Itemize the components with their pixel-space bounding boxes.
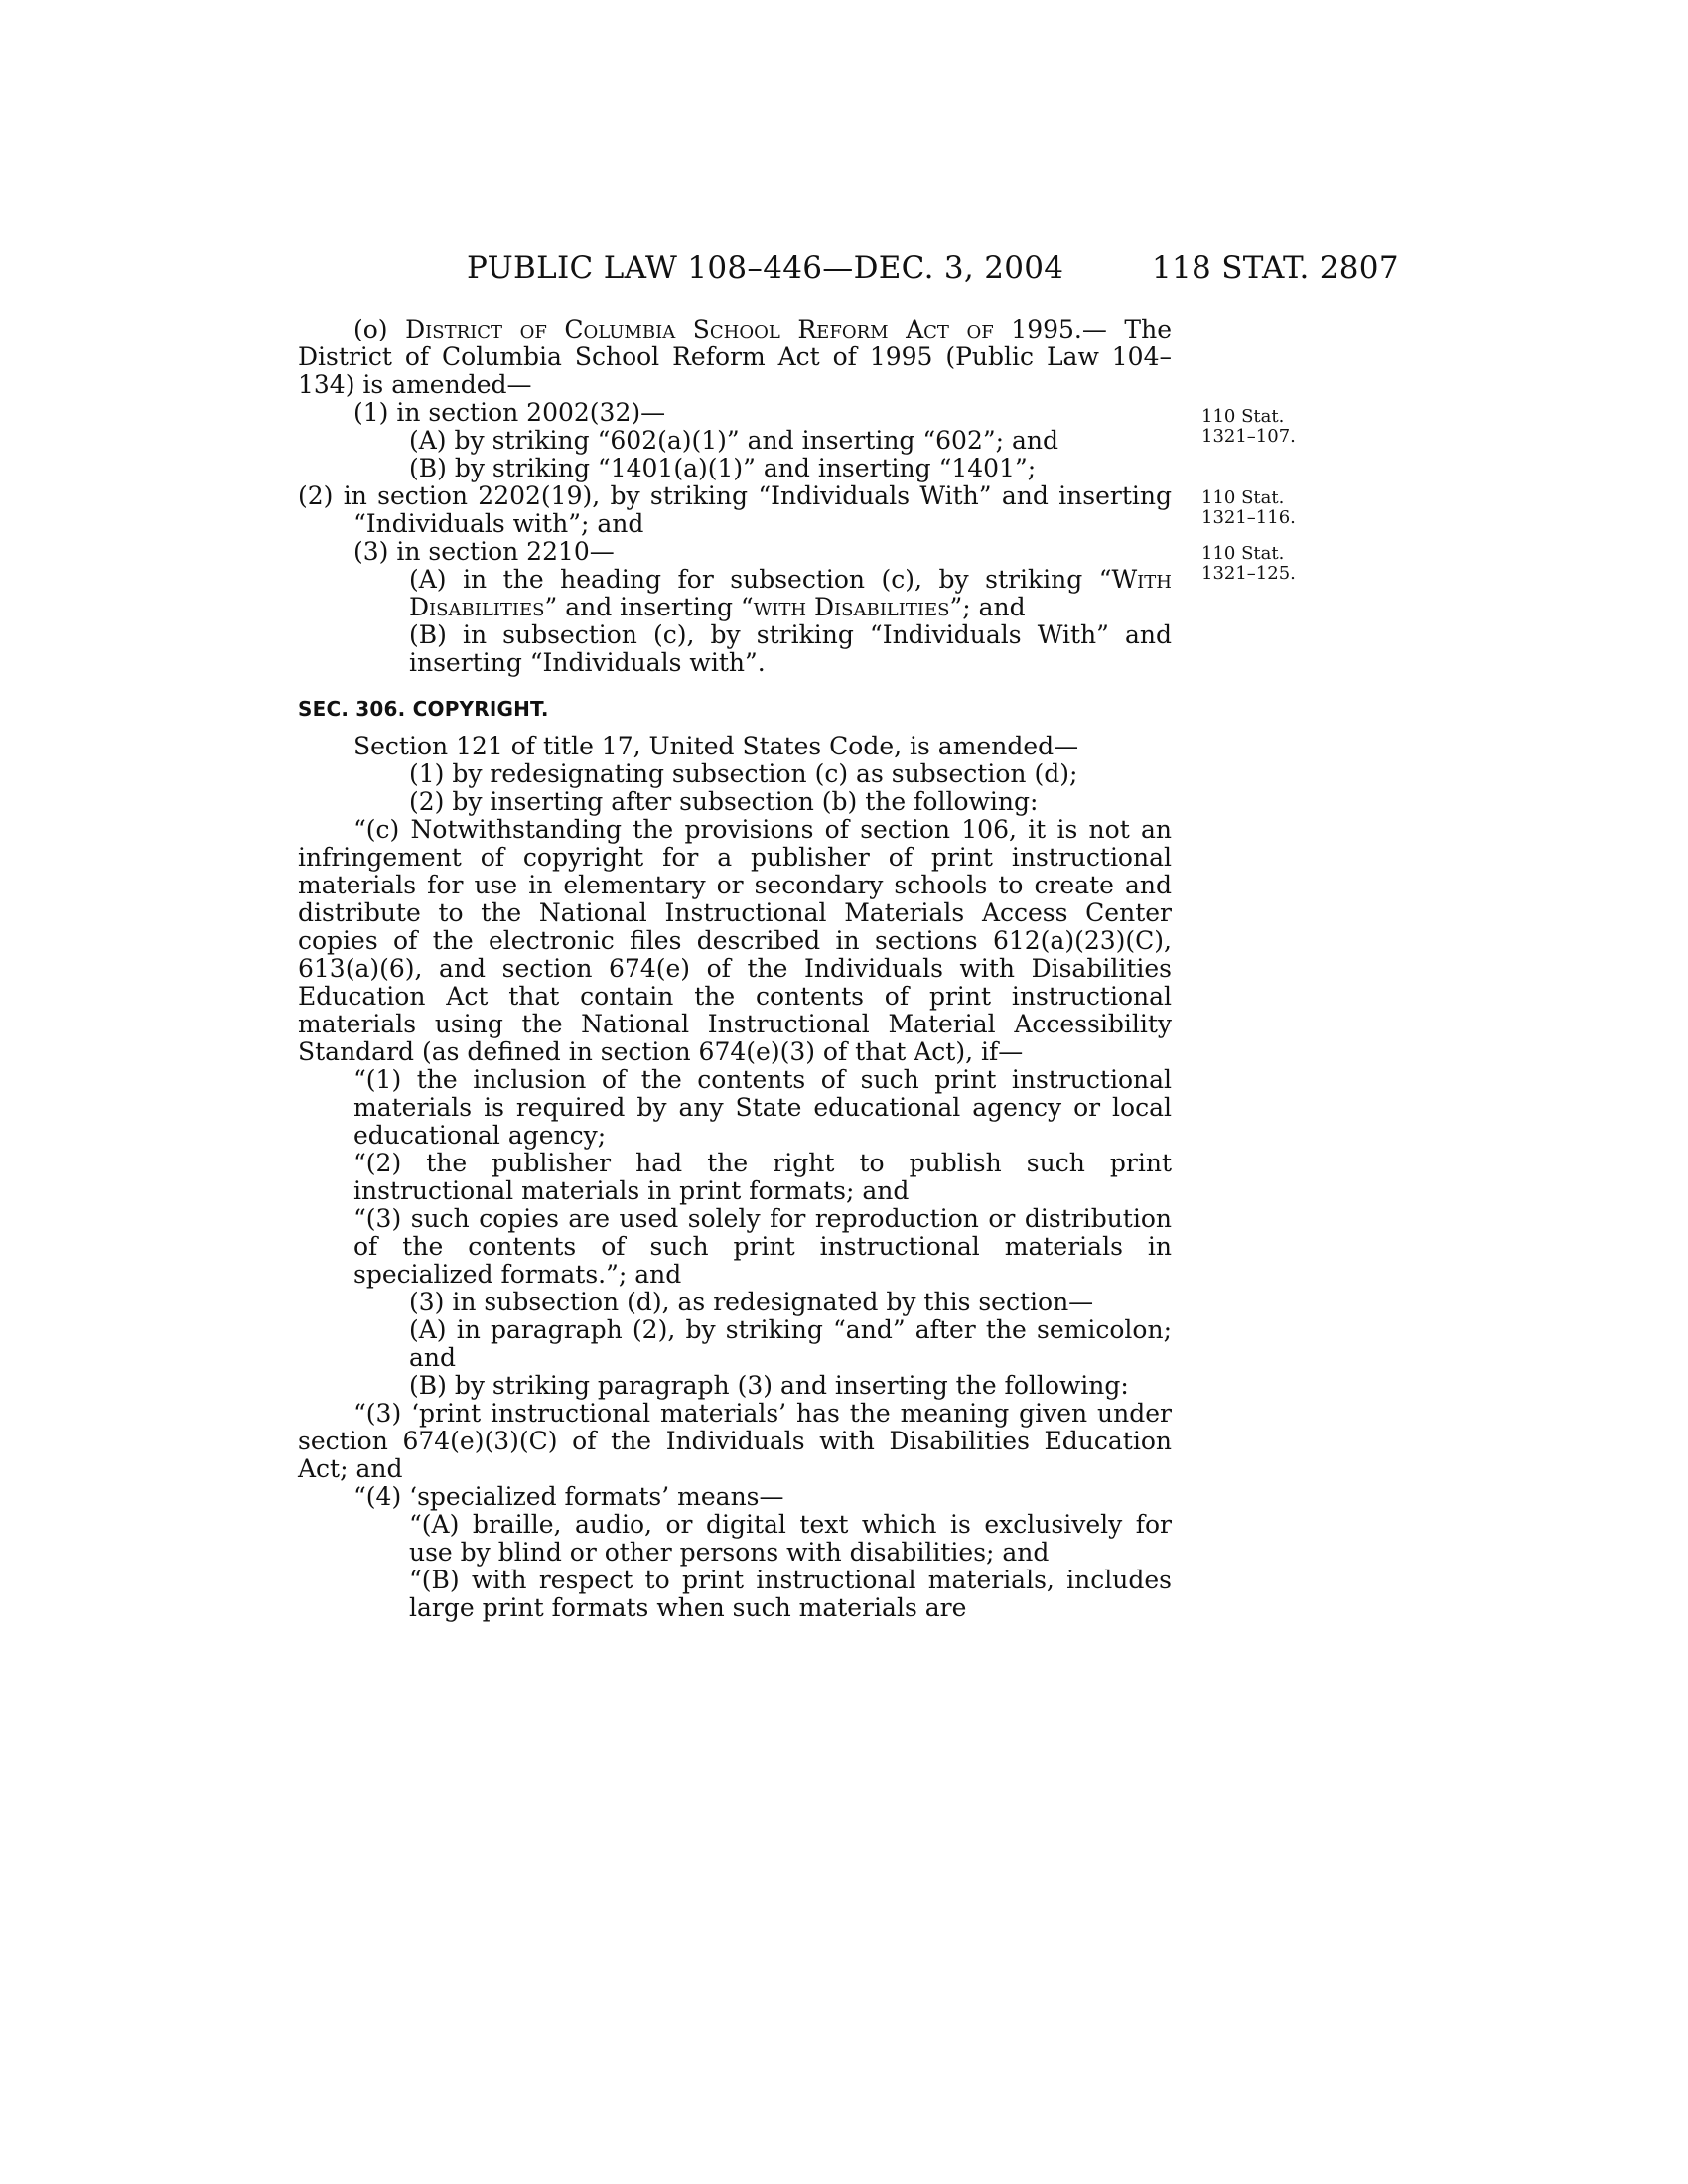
document-body [298,316,1172,1622]
sec306-item3B: (B) by striking paragraph (3) and inserting the following: [409,1371,1129,1400]
sec306-quote-1: “(1) the inclusion of the contents of such print instructional materials is required by any State educational agency or local educational agency; [353,1065,1172,1150]
subsection-o-item1A: (A) by striking “602(a)(1)” and inserting “602”; and [409,426,1059,455]
sec306-item1: (1) by redesignating subsection (c) as subsection (d); [409,759,1078,788]
item3A-text-3: ”; and [949,593,1026,621]
sec306-item2: (2) by inserting after subsection (b) the following: [409,787,1039,816]
subsection-o-item1B: (B) by striking “1401(a)(1)” and inserting “1401”; [409,454,1037,482]
subsection-o-item2: (2) in section 2202(19), by striking “Individuals With” and inserting “Individuals with”; and [298,481,1172,538]
margin-note-3 [1201,544,1296,584]
margin-note-1-line1: 110 Stat. [1201,406,1285,427]
sec306-quote-3: “(3) such copies are used solely for reproduction or distribution of the contents of such print instructional materials in specialized formats.”; and [353,1204,1172,1289]
subsection-o-item3: (3) in section 2210— [353,537,615,566]
margin-note-2-line1: 110 Stat. [1201,487,1285,508]
sec306-def4A: “(A) braille, audio, or digital text which is exclusively for use by blind or other persons with disabilities; and [409,1510,1172,1567]
subsection-o-heading-line [298,316,1172,399]
item3A-smallcaps-1: With Disabilities [409,565,1172,621]
running-head-page: 118 STAT. 2807 [1152,250,1399,286]
margin-note-3-line1: 110 Stat. [1201,543,1285,564]
item3A-text-2: ” and inserting “ [544,593,754,621]
subsection-o-item1: (1) in section 2002(32)— [353,398,666,427]
sec306-def4B: “(B) with respect to print instructional materials, includes large print formats when such materials are [409,1566,1172,1622]
section-306-heading: SEC. 306. COPYRIGHT. [298,697,549,721]
sec306-item3: (3) in subsection (d), as redesignated by this section— [409,1288,1094,1316]
sec306-def3: “(3) ‘print instructional materials’ has the meaning given under section 674(e)(3)(C) of the Individuals with Disabilities Education Act; and [298,1399,1172,1483]
margin-note-3-line2: 1321–125. [1201,563,1296,584]
sec306-quote-2: “(2) the publisher had the right to publish such print instructional materials in print formats; and [353,1149,1172,1205]
item3A-smallcaps-2: with Disabilities [753,593,950,621]
margin-note-2-line2: 1321–116. [1201,507,1296,528]
sec306-quote-c: “(c) Notwithstanding the provisions of section 106, it is not an infringement of copyright for a publisher of print instructional materials for use in elementary or secondary schools to create and distribute to the National Instructional Materials Access Center copies of the electronic files described in sections 612(a)(23)(C), 613(a)(6), and section 674(e) of the Individuals with Disabilities Education Act that contain the contents of print instructional materials using the National Instructional Material Accessibility Standard (as defined in section 674(e)(3) of that Act), if— [298,815,1172,1066]
item3A-text-1: (A) in the heading for subsection (c), by striking “ [409,565,1112,594]
sec306-def4: “(4) ‘specialized formats’ means— [353,1482,784,1511]
subsection-o-intro: The District of Columbia School Reform Act of 1995 (Public Law 104–134) is amended— [298,315,1172,399]
sec306-item3A: (A) in paragraph (2), by striking “and” after the semicolon; and [409,1315,1172,1372]
margin-note-2 [1201,488,1296,528]
subsection-o-item3B: (B) in subsection (c), by striking “Individuals With” and inserting “Individuals with”. [409,620,1172,677]
sec306-intro: Section 121 of title 17, United States Code, is amended— [353,732,1079,760]
subsection-o-heading: District of Columbia School Reform Act of 1995.— [405,315,1107,343]
subsection-o-item3A [298,566,1172,621]
margin-note-1-line2: 1321–107. [1201,426,1296,447]
subsection-o-label: (o) [353,315,388,343]
margin-note-1 [1201,407,1296,447]
running-head-title: PUBLIC LAW 108–446—DEC. 3, 2004 [467,250,1064,286]
